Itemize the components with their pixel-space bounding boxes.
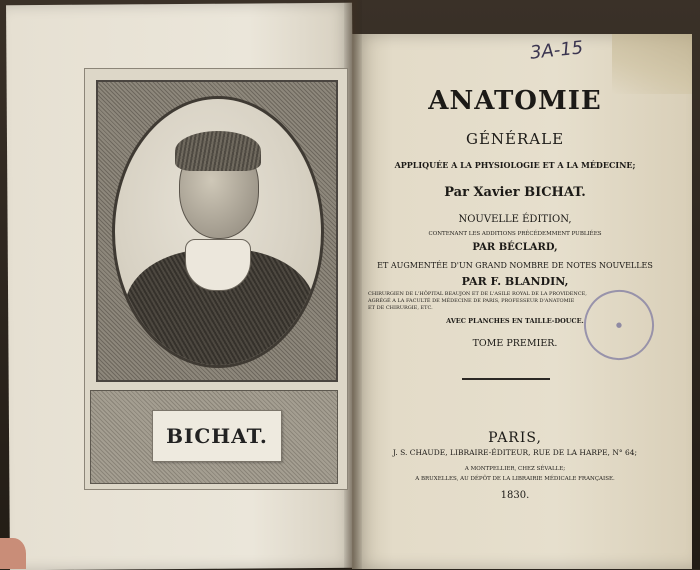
book-subtitle: GÉNÉRALE bbox=[465, 130, 565, 148]
thumb bbox=[0, 538, 26, 569]
shelfmark: 3A-15 bbox=[529, 37, 585, 64]
credentials-line-1: CHIRURGIEN DE L'HÔPITAL BEAUJON ET DE L'ASILE ROYAL DE LA PROVIDENCE, bbox=[368, 291, 587, 297]
plate-label: BICHAT. bbox=[166, 424, 268, 448]
plates-note: AVEC PLANCHES EN TAILLE-DOUCE. bbox=[446, 317, 584, 325]
portrait-hair bbox=[175, 131, 261, 171]
augmented-line: ET AUGMENTÉE D'UN GRAND NOMBRE DE NOTES NOUVELLES bbox=[377, 261, 653, 270]
credentials-line-2: AGRÉGÉ A LA FACULTÉ DE MÉDECINE DE PARIS, PROFESSEUR D'ANATOMIE bbox=[368, 298, 575, 304]
edition-line: NOUVELLE ÉDITION, bbox=[458, 214, 572, 225]
beclard-line: PAR BÉCLARD, bbox=[472, 242, 558, 253]
city-line: PARIS, bbox=[488, 430, 542, 446]
bruxelles-line: A BRUXELLES, AU DÉPÔT DE LA LIBRAIRIE MÉDICALE FRANÇAISE. bbox=[415, 476, 615, 482]
blandin-line: PAR F. BLANDIN, bbox=[461, 275, 569, 288]
book-title: ANATOMIE bbox=[428, 86, 602, 116]
author-line: Par Xavier BICHAT. bbox=[444, 185, 586, 200]
portrait-collar bbox=[185, 239, 251, 291]
torn-corner bbox=[612, 34, 692, 94]
portrait-engraving bbox=[112, 96, 324, 368]
publisher-line: J. S. CHAUDE, LIBRAIRE-ÉDITEUR, RUE DE LA HARPE, N° 64; bbox=[392, 448, 638, 457]
montpellier-line: A MONTPELLIER, CHEZ SÉVALLE; bbox=[464, 466, 566, 472]
containing-line: CONTENANT LES ADDITIONS PRÉCÉDEMMENT PUBLIÉES bbox=[428, 231, 602, 237]
volume-line: TOME PREMIER. bbox=[472, 338, 558, 349]
library-stamp: ● bbox=[577, 283, 660, 366]
application-line: APPLIQUÉE A LA PHYSIOLOGIE ET A LA MÉDECINE; bbox=[394, 160, 636, 170]
plate-label-card bbox=[152, 410, 282, 462]
year-line: 1830. bbox=[500, 490, 530, 501]
decorative-rule bbox=[462, 378, 550, 380]
credentials-line-3: ET DE CHIRURGIE, ETC. bbox=[368, 305, 433, 311]
